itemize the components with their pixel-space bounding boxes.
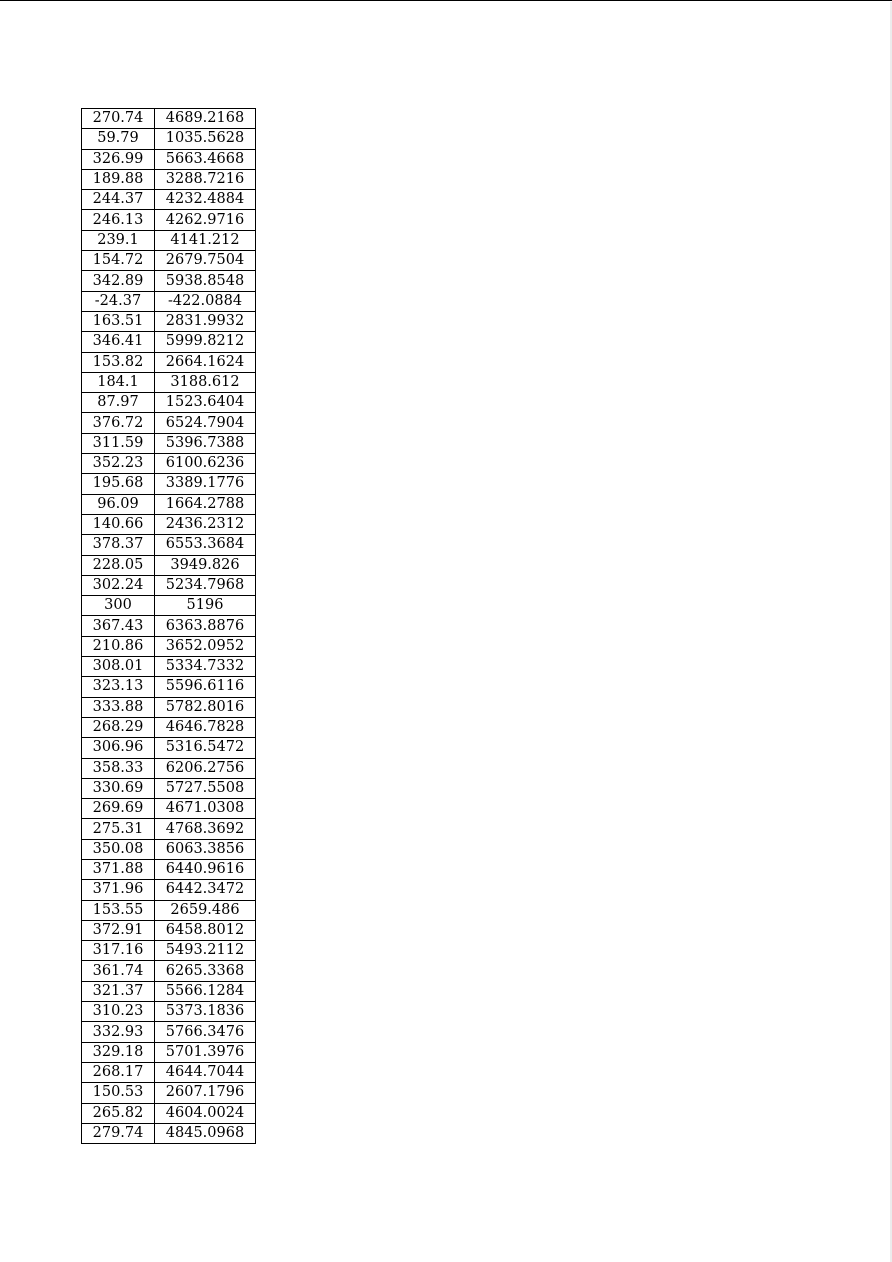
- table-cell-col-a: 268.17: [82, 1062, 155, 1082]
- table-row: [82, 758, 256, 778]
- table-cell-col-b: 5373.1836: [155, 1002, 256, 1022]
- table-row: [82, 555, 256, 575]
- table-cell-col-b: 1035.5628: [155, 129, 256, 149]
- table-row: [82, 433, 256, 453]
- table-cell-col-a: 358.33: [82, 758, 155, 778]
- table-cell-col-a: 153.82: [82, 352, 155, 372]
- table-row: [82, 454, 256, 474]
- table-row: [82, 819, 256, 839]
- table-cell-col-a: 332.93: [82, 1022, 155, 1042]
- table-row: [82, 352, 256, 372]
- table-row: [82, 149, 256, 169]
- table-cell-col-b: 4232.4884: [155, 190, 256, 210]
- table-cell-col-a: 140.66: [82, 514, 155, 534]
- table-cell-col-b: 6524.7904: [155, 413, 256, 433]
- table-row: [82, 535, 256, 555]
- table-cell-col-a: 371.96: [82, 880, 155, 900]
- table-cell-col-a: 153.55: [82, 900, 155, 920]
- table-cell-col-a: 321.37: [82, 981, 155, 1001]
- table-cell-col-a: 376.72: [82, 413, 155, 433]
- table-cell-col-a: 330.69: [82, 778, 155, 798]
- table-cell-col-b: 5596.6116: [155, 677, 256, 697]
- table-row: [82, 109, 256, 129]
- table-body: [82, 109, 256, 1144]
- table-cell-col-b: 4845.0968: [155, 1123, 256, 1143]
- table-row: [82, 981, 256, 1001]
- table-cell-col-a: 228.05: [82, 555, 155, 575]
- table-row: [82, 494, 256, 514]
- table-cell-col-b: 5701.3976: [155, 1042, 256, 1062]
- table-row: [82, 251, 256, 271]
- table-row: [82, 332, 256, 352]
- table-cell-col-b: 5566.1284: [155, 981, 256, 1001]
- table-row: [82, 271, 256, 291]
- table-cell-col-b: 4141.212: [155, 230, 256, 250]
- table-row: [82, 1083, 256, 1103]
- table-row: [82, 961, 256, 981]
- table-cell-col-a: 302.24: [82, 575, 155, 595]
- table-cell-col-a: 310.23: [82, 1002, 155, 1022]
- table-cell-col-a: 150.53: [82, 1083, 155, 1103]
- table-row: [82, 413, 256, 433]
- table-cell-col-a: 59.79: [82, 129, 155, 149]
- table-cell-col-a: 308.01: [82, 657, 155, 677]
- table-cell-col-b: 5999.8212: [155, 332, 256, 352]
- table-cell-col-b: 5766.3476: [155, 1022, 256, 1042]
- table-cell-col-b: 6265.3368: [155, 961, 256, 981]
- table-cell-col-b: 3389.1776: [155, 474, 256, 494]
- table-row: [82, 920, 256, 940]
- table-cell-col-b: 2664.1624: [155, 352, 256, 372]
- table-row: [82, 393, 256, 413]
- table-cell-col-a: 87.97: [82, 393, 155, 413]
- table-cell-col-a: 163.51: [82, 311, 155, 331]
- table-cell-col-a: 300: [82, 596, 155, 616]
- table-cell-col-b: 6063.3856: [155, 839, 256, 859]
- table-cell-col-b: 6442.3472: [155, 880, 256, 900]
- table-cell-col-a: 210.86: [82, 636, 155, 656]
- table-cell-col-a: 371.88: [82, 859, 155, 879]
- table-cell-col-b: 4768.3692: [155, 819, 256, 839]
- table-cell-col-b: 5663.4668: [155, 149, 256, 169]
- table-cell-col-a: 346.41: [82, 332, 155, 352]
- table-row: [82, 1002, 256, 1022]
- table-cell-col-a: 329.18: [82, 1042, 155, 1062]
- table-cell-col-a: 279.74: [82, 1123, 155, 1143]
- table-cell-col-b: -422.0884: [155, 291, 256, 311]
- table-cell-col-b: 3652.0952: [155, 636, 256, 656]
- table-cell-col-a: 154.72: [82, 251, 155, 271]
- table-cell-col-b: 6363.8876: [155, 616, 256, 636]
- table-cell-col-b: 2659.486: [155, 900, 256, 920]
- table-row: [82, 474, 256, 494]
- table-cell-col-a: 317.16: [82, 941, 155, 961]
- table-cell-col-a: -24.37: [82, 291, 155, 311]
- table-cell-col-b: 2679.7504: [155, 251, 256, 271]
- table-cell-col-b: 5334.7332: [155, 657, 256, 677]
- table-row: [82, 190, 256, 210]
- table-row: [82, 1022, 256, 1042]
- table-cell-col-b: 5196: [155, 596, 256, 616]
- table-row: [82, 1123, 256, 1143]
- table-cell-col-b: 5938.8548: [155, 271, 256, 291]
- table-row: [82, 778, 256, 798]
- table-cell-col-a: 361.74: [82, 961, 155, 981]
- table-row: [82, 1103, 256, 1123]
- table-cell-col-b: 2831.9932: [155, 311, 256, 331]
- table-row: [82, 880, 256, 900]
- table-row: [82, 291, 256, 311]
- table-row: [82, 210, 256, 230]
- table-cell-col-a: 268.29: [82, 717, 155, 737]
- table-cell-col-a: 350.08: [82, 839, 155, 859]
- table-cell-col-b: 3949.826: [155, 555, 256, 575]
- table-cell-col-b: 2436.2312: [155, 514, 256, 534]
- table-cell-col-b: 4671.0308: [155, 799, 256, 819]
- table-row: [82, 677, 256, 697]
- table-row: [82, 839, 256, 859]
- table-cell-col-b: 6440.9616: [155, 859, 256, 879]
- table-cell-col-b: 1523.6404: [155, 393, 256, 413]
- table-row: [82, 616, 256, 636]
- table-row: [82, 697, 256, 717]
- table-row: [82, 169, 256, 189]
- table-cell-col-a: 326.99: [82, 149, 155, 169]
- table-cell-col-b: 5782.8016: [155, 697, 256, 717]
- table-row: [82, 1042, 256, 1062]
- table-cell-col-b: 1664.2788: [155, 494, 256, 514]
- table-row: [82, 596, 256, 616]
- table-cell-col-a: 269.69: [82, 799, 155, 819]
- table-cell-col-b: 4604.0024: [155, 1103, 256, 1123]
- table-cell-col-b: 4689.2168: [155, 109, 256, 129]
- table-cell-col-a: 246.13: [82, 210, 155, 230]
- table-cell-col-b: 4646.7828: [155, 717, 256, 737]
- table-cell-col-a: 96.09: [82, 494, 155, 514]
- table-cell-col-b: 5396.7388: [155, 433, 256, 453]
- table-cell-col-b: 3188.612: [155, 372, 256, 392]
- table-cell-col-a: 306.96: [82, 738, 155, 758]
- table-cell-col-a: 352.23: [82, 454, 155, 474]
- table-cell-col-a: 239.1: [82, 230, 155, 250]
- table-cell-col-a: 184.1: [82, 372, 155, 392]
- table-cell-col-b: 6206.2756: [155, 758, 256, 778]
- table-cell-col-a: 195.68: [82, 474, 155, 494]
- page-top-border: [0, 0, 892, 1]
- data-table: [81, 108, 256, 1144]
- table-cell-col-b: 6553.3684: [155, 535, 256, 555]
- table-cell-col-b: 4644.7044: [155, 1062, 256, 1082]
- table-cell-col-b: 5727.5508: [155, 778, 256, 798]
- table-row: [82, 575, 256, 595]
- table-row: [82, 738, 256, 758]
- table-cell-col-b: 5316.5472: [155, 738, 256, 758]
- table-row: [82, 230, 256, 250]
- table-row: [82, 372, 256, 392]
- table-row: [82, 941, 256, 961]
- table-row: [82, 859, 256, 879]
- table-row: [82, 311, 256, 331]
- table-cell-col-a: 378.37: [82, 535, 155, 555]
- table-cell-col-b: 5234.7968: [155, 575, 256, 595]
- table-row: [82, 799, 256, 819]
- table-cell-col-a: 270.74: [82, 109, 155, 129]
- table-cell-col-b: 2607.1796: [155, 1083, 256, 1103]
- table-row: [82, 1062, 256, 1082]
- table-row: [82, 514, 256, 534]
- table-cell-col-b: 3288.7216: [155, 169, 256, 189]
- table-cell-col-a: 189.88: [82, 169, 155, 189]
- table-cell-col-a: 323.13: [82, 677, 155, 697]
- table-cell-col-a: 342.89: [82, 271, 155, 291]
- table-row: [82, 636, 256, 656]
- table-row: [82, 129, 256, 149]
- table-cell-col-b: 6100.6236: [155, 454, 256, 474]
- table-cell-col-a: 333.88: [82, 697, 155, 717]
- table-row: [82, 900, 256, 920]
- table-cell-col-b: 4262.9716: [155, 210, 256, 230]
- table-cell-col-a: 311.59: [82, 433, 155, 453]
- table-cell-col-b: 5493.2112: [155, 941, 256, 961]
- table-cell-col-a: 244.37: [82, 190, 155, 210]
- table-cell-col-a: 367.43: [82, 616, 155, 636]
- table-cell-col-b: 6458.8012: [155, 920, 256, 940]
- table-row: [82, 717, 256, 737]
- table-cell-col-a: 275.31: [82, 819, 155, 839]
- table-row: [82, 657, 256, 677]
- table-cell-col-a: 265.82: [82, 1103, 155, 1123]
- table-cell-col-a: 372.91: [82, 920, 155, 940]
